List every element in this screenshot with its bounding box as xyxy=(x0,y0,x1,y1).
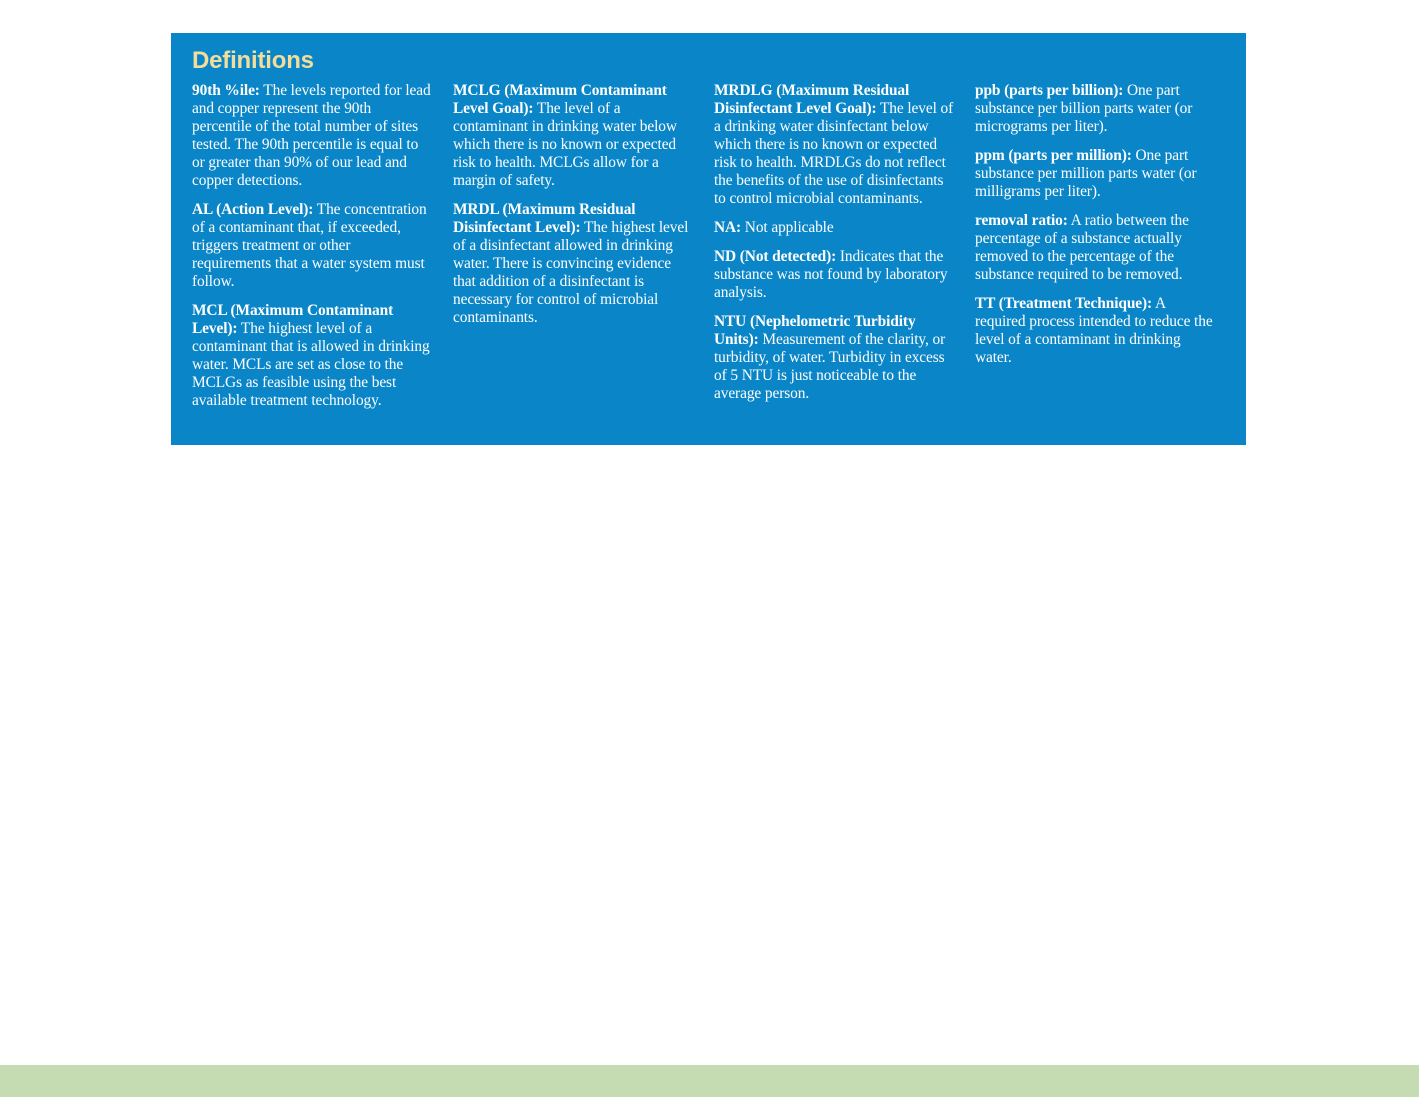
definition-term: ND (Not detected): xyxy=(714,248,837,265)
definitions-column-2 xyxy=(453,82,714,421)
definition-tt xyxy=(975,295,1215,367)
definitions-columns xyxy=(192,82,1226,421)
definition-90th-percentile xyxy=(192,82,433,190)
definition-text: The level of a drinking water disinfectant below which there is no known or expected risk to health. MRDLGs do not reflect the benefits of the use of disinfectants to control microbial contaminants. xyxy=(714,100,954,207)
definition-term: removal ratio: xyxy=(975,212,1068,229)
definition-term: ppm (parts per million): xyxy=(975,147,1132,164)
definitions-box xyxy=(171,33,1246,445)
definition-na xyxy=(714,219,955,237)
definition-text: The concentration of a contaminant that, if exceeded, triggers treatment or other requirements that a water system must follow. xyxy=(192,201,427,290)
definition-text: Not applicable xyxy=(741,219,834,236)
definition-action-level xyxy=(192,201,433,291)
definition-text: A ratio between the percentage of a substance actually removed to the percentage of the substance required to be removed. xyxy=(975,212,1189,283)
definition-text: One part substance per million parts water (or milligrams per liter). xyxy=(975,147,1197,200)
definition-mrdlg xyxy=(714,82,955,208)
definition-text: Measurement of the clarity, or turbidity, of water. Turbidity in excess of 5 NTU is just noticeable to the average person. xyxy=(714,331,946,402)
definition-term: MCL (Maximum Contaminant Level): xyxy=(192,302,394,337)
definitions-column-3 xyxy=(714,82,975,421)
definition-ppb xyxy=(975,82,1215,136)
definition-text: Indicates that the substance was not found by laboratory analysis. xyxy=(714,248,948,301)
definitions-title: Definitions xyxy=(192,47,314,74)
definition-text: One part substance per billion parts water (or micrograms per liter). xyxy=(975,82,1193,135)
definition-text: The levels reported for lead and copper represent the 90th percentile of the total number of sites tested. The 90th percentile is equal to or greater than 90% of our lead and copper detections. xyxy=(192,82,431,189)
definitions-column-1 xyxy=(192,82,453,421)
definition-mrdl xyxy=(453,201,694,327)
definition-removal-ratio xyxy=(975,212,1215,284)
definition-term: MCLG (Maximum Contaminant Level Goal): xyxy=(453,82,667,117)
definition-term: ppb (parts per billion): xyxy=(975,82,1124,99)
definition-term: TT (Treatment Technique): xyxy=(975,295,1153,312)
definition-nd xyxy=(714,248,955,302)
definition-mcl xyxy=(192,302,433,410)
definition-term: 90th %ile: xyxy=(192,82,260,99)
definition-text: The level of a contaminant in drinking water below which there is no known or expected risk to health. MCLGs allow for a margin of safety. xyxy=(453,100,677,189)
definition-term: MRDL (Maximum Residual Disinfectant Level): xyxy=(453,201,636,236)
definition-text: A required process intended to reduce the level of a contaminant in drinking water. xyxy=(975,295,1213,366)
definition-ppm xyxy=(975,147,1215,201)
definition-text: The highest level of a contaminant that is allowed in drinking water. MCLs are set as close to the MCLGs as feasible using the best available treatment technology. xyxy=(192,320,430,409)
definition-term: NTU (Nephelometric Turbidity Units): xyxy=(714,313,916,348)
definition-text: The highest level of a disinfectant allowed in drinking water. There is convincing evidence that addition of a disinfectant is necessary for control of microbial contaminants. xyxy=(453,219,689,326)
definition-ntu xyxy=(714,313,955,403)
definition-term: AL (Action Level): xyxy=(192,201,314,218)
definition-mclg xyxy=(453,82,694,190)
definition-term: NA: xyxy=(714,219,742,236)
footer-band xyxy=(0,1065,1419,1097)
definition-term: MRDLG (Maximum Residual Disinfectant Level Goal): xyxy=(714,82,910,117)
definitions-column-4 xyxy=(975,82,1215,421)
